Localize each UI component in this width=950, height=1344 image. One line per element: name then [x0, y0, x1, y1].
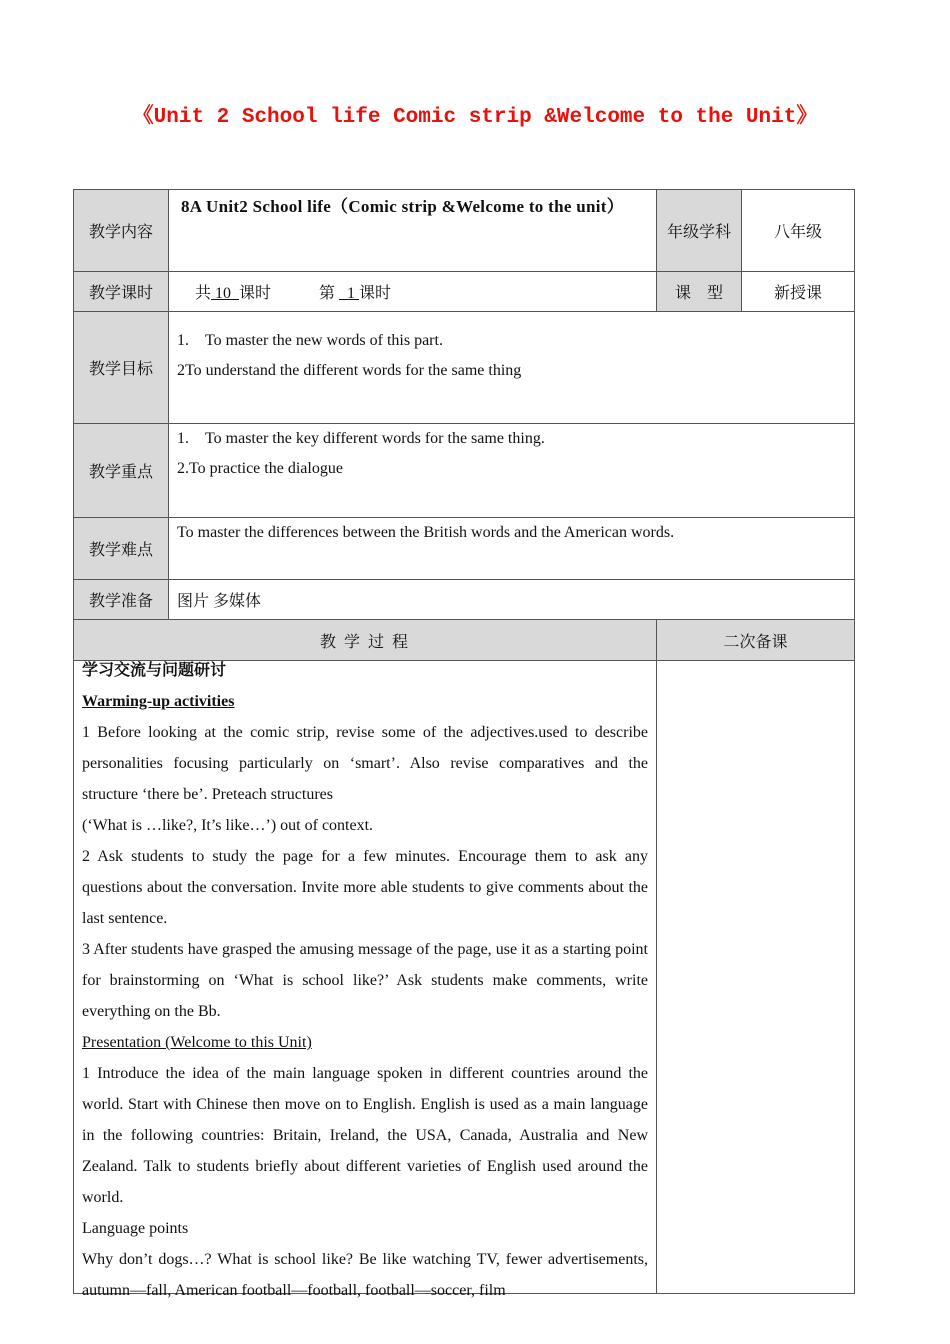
content-label: 教学内容	[74, 190, 169, 272]
difficult-cell	[169, 518, 855, 580]
presentation-item-1: 1 Introduce the idea of the main language spoken in different countries around the world. Start with Chinese then move on to English. English is used as a main language in the following countries: Britain, Ireland, the USA, Canada, Australia and New Zealand. Talk to students briefly about different varieties of English used around the world.	[82, 1065, 648, 1206]
document-title: 《Unit 2 School life Comic strip &Welcome to the Unit》	[132, 106, 818, 129]
content-value-cell	[169, 190, 657, 272]
row-key-points	[74, 424, 855, 518]
hours-label: 教学课时	[74, 272, 169, 312]
key-points-cell	[169, 424, 855, 518]
row-process-body	[74, 661, 855, 1294]
language-points: Why don’t dogs…? What is school like? Be like watching TV, fewer advertisements, autumn—fall, American football—football, football—soccer, film	[82, 1251, 648, 1299]
difficult-label: 教学难点	[74, 518, 169, 580]
goals-label: 教学目标	[74, 312, 169, 424]
warmup-item-1: 1 Before looking at the comic strip, revise some of the adjectives.used to describe personalities focusing particularly on ‘smart’. Also revise comparatives and the structure ‘there be’. Preteach structures	[82, 724, 648, 803]
hours-current-suffix: 课时	[359, 285, 392, 302]
process-header: 教 学 过 程	[74, 620, 657, 661]
hours-total-suffix: 课时	[239, 285, 272, 302]
warmup-item-2: 2 Ask students to study the page for a few minutes. Encourage them to ask any questions about the conversation. Invite more able students to give comments about the last sentence.	[82, 848, 648, 927]
lesson-plan-table	[73, 189, 855, 1299]
difficult-value: To master the differences between the British words and the American words.	[177, 524, 675, 541]
second-prep-header: 二次备课	[657, 620, 855, 661]
prep-label: 教学准备	[74, 580, 169, 620]
language-points-title: Language points	[82, 1220, 189, 1237]
row-content	[74, 190, 855, 272]
content-value: 8A Unit2 School life（Comic strip &Welcome to the unit）	[181, 197, 625, 216]
hours-cell	[169, 272, 657, 312]
goal-item: 2To understand the different words for the same thing	[177, 362, 522, 379]
warmup-item-1b: (‘What is …like?, It’s like…’) out of context.	[82, 817, 374, 834]
process-content	[74, 655, 656, 1299]
second-prep-cell	[657, 661, 855, 1294]
hours-total-prefix: 共	[195, 285, 212, 302]
hours-current-prefix: 第	[319, 285, 336, 302]
type-label: 课 型	[657, 272, 742, 312]
process-section-title: 学习交流与问题研讨	[82, 662, 227, 679]
presentation-title: Presentation (Welcome to this Unit)	[82, 1034, 312, 1051]
row-prep	[74, 580, 855, 620]
grade-label: 年级学科	[657, 190, 742, 272]
type-value: 新授课	[742, 272, 855, 312]
key-label: 教学重点	[74, 424, 169, 518]
prep-value: 图片 多媒体	[169, 580, 855, 620]
goals-cell	[169, 312, 855, 424]
warmup-item-3: 3 After students have grasped the amusing message of the page, use it as a starting point for brainstorming on ‘What is school like?’ Ask students make comments, write everything on the Bb.	[82, 941, 648, 1020]
grade-value: 八年级	[742, 190, 855, 272]
hours-total: 10	[215, 285, 232, 302]
goal-item: 1. To master the new words of this part.	[177, 332, 443, 349]
hours-current: 1	[347, 285, 356, 302]
row-goals	[74, 312, 855, 424]
row-hours	[74, 272, 855, 312]
process-cell	[74, 661, 657, 1299]
key-point-item: 1. To master the key different words for the same thing.	[177, 430, 545, 447]
key-point-item: 2.To practice the dialogue	[177, 460, 343, 477]
warmup-title: Warming-up activities	[82, 693, 235, 710]
row-difficult	[74, 518, 855, 580]
